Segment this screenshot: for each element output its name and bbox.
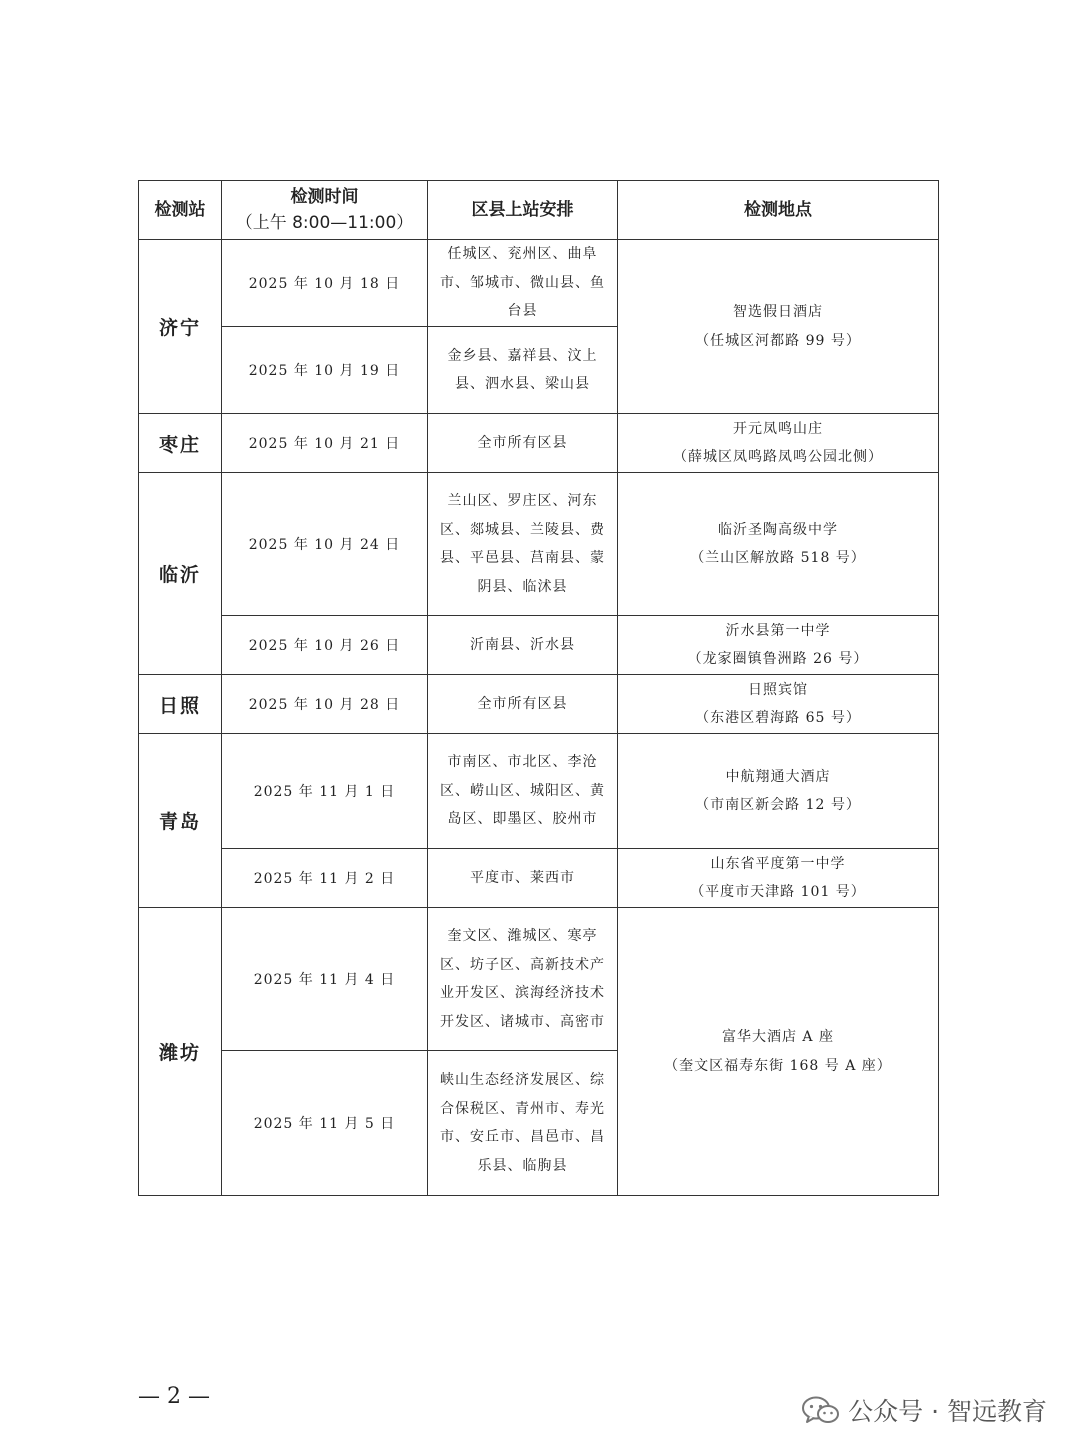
counties-cell [428, 414, 618, 473]
counties-cell [428, 240, 618, 327]
page-number: — 2 — [138, 1384, 210, 1409]
counties-text: 沂南县、沂水县 [470, 636, 575, 653]
table-row [139, 908, 939, 1051]
table-row [139, 240, 939, 327]
location-address: （任城区河都路 99 号） [695, 332, 861, 349]
station-cell: 潍坊 [139, 908, 222, 1196]
counties-text: 峡山生态经济发展区、综合保税区、青州市、寿光市、安丘市、昌邑市、昌乐县、临朐县 [440, 1072, 605, 1174]
location-name: 智选假日酒店 [733, 304, 823, 320]
counties-text: 市南区、市北区、李沧区、崂山区、城阳区、黄岛区、即墨区、胶州市 [440, 754, 605, 828]
counties-text: 兰山区、罗庄区、河东区、郯城县、兰陵县、费县、平邑县、莒南县、蒙阴县、临沭县 [440, 493, 605, 595]
location-address: （龙家圈镇鲁洲路 26 号） [687, 651, 869, 667]
counties-cell [428, 734, 618, 849]
date-cell: 2025 年 10 月 26 日 [222, 616, 428, 675]
location-cell [618, 849, 939, 908]
header-time-sub: （上午 8:00—11:00） [235, 213, 414, 233]
date-cell: 2025 年 10 月 28 日 [222, 675, 428, 734]
location-name: 临沂圣陶高级中学 [718, 521, 838, 538]
wechat-icon [800, 1395, 840, 1425]
table-row [139, 734, 939, 849]
counties-text: 全市所有区县 [477, 434, 568, 451]
date-cell: 2025 年 10 月 19 日 [222, 327, 428, 414]
location-address: （兰山区解放路 518 号） [690, 550, 866, 566]
location-cell [618, 908, 939, 1196]
location-address: （市南区新会路 12 号） [695, 797, 861, 813]
date-cell: 2025 年 10 月 21 日 [222, 414, 428, 473]
location-cell [618, 675, 939, 734]
header-time-title: 检测时间 [290, 187, 359, 207]
watermark-text: 公众号 · 智远教育 [848, 1397, 1047, 1426]
location-cell [618, 414, 939, 473]
counties-text: 全市所有区县 [477, 695, 568, 712]
date-cell: 2025 年 11 月 1 日 [222, 734, 428, 849]
counties-text: 金乡县、嘉祥县、汶上县、泗水县、梁山县 [447, 347, 598, 392]
location-name: 中航翔通大酒店 [725, 768, 831, 785]
station-cell: 枣庄 [139, 414, 222, 473]
counties-text: 任城区、兖州区、曲阜市、邹城市、微山县、鱼台县 [440, 246, 605, 320]
counties-cell [428, 908, 618, 1051]
counties-text: 奎文区、潍城区、寒亭区、坊子区、高新技术产业开发区、滨海经济技术开发区、诸城市、高密市 [440, 928, 605, 1030]
table-row [139, 675, 939, 734]
counties-cell [428, 849, 618, 908]
header-station: 检测站 [139, 181, 222, 240]
location-cell [618, 734, 939, 849]
schedule-table [138, 180, 939, 1196]
location-address: （奎文区福寿东街 168 号 A 座） [664, 1057, 892, 1074]
location-address: （薛城区凤鸣路凤鸣公园北侧） [673, 449, 883, 465]
table-row [139, 616, 939, 675]
watermark [800, 1390, 1047, 1430]
counties-cell [428, 327, 618, 414]
counties-cell [428, 473, 618, 616]
location-address: （东港区碧海路 65 号） [695, 710, 861, 726]
station-cell: 日照 [139, 675, 222, 734]
header-time [222, 181, 428, 240]
location-name: 开元凤鸣山庄 [733, 420, 823, 437]
date-cell: 2025 年 10 月 18 日 [222, 240, 428, 327]
location-name: 富华大酒店 A 座 [721, 1029, 834, 1045]
date-cell: 2025 年 11 月 4 日 [222, 908, 428, 1051]
location-cell [618, 616, 939, 675]
location-name: 沂水县第一中学 [725, 622, 831, 639]
counties-text: 平度市、莱西市 [470, 869, 575, 886]
table-row [139, 473, 939, 616]
station-cell: 临沂 [139, 473, 222, 675]
location-name: 日照宾馆 [748, 681, 808, 698]
table-header-row [139, 181, 939, 240]
date-cell: 2025 年 10 月 24 日 [222, 473, 428, 616]
header-location: 检测地点 [618, 181, 939, 240]
station-cell: 青岛 [139, 734, 222, 908]
header-counties: 区县上站安排 [428, 181, 618, 240]
counties-cell [428, 1051, 618, 1196]
station-cell: 济宁 [139, 240, 222, 414]
date-cell: 2025 年 11 月 5 日 [222, 1051, 428, 1196]
table-row [139, 849, 939, 908]
counties-cell [428, 675, 618, 734]
location-cell [618, 473, 939, 616]
location-address: （平度市天津路 101 号） [690, 884, 866, 900]
table-row [139, 414, 939, 473]
date-cell: 2025 年 11 月 2 日 [222, 849, 428, 908]
counties-cell [428, 616, 618, 675]
location-name: 山东省平度第一中学 [710, 855, 846, 872]
location-cell [618, 240, 939, 414]
